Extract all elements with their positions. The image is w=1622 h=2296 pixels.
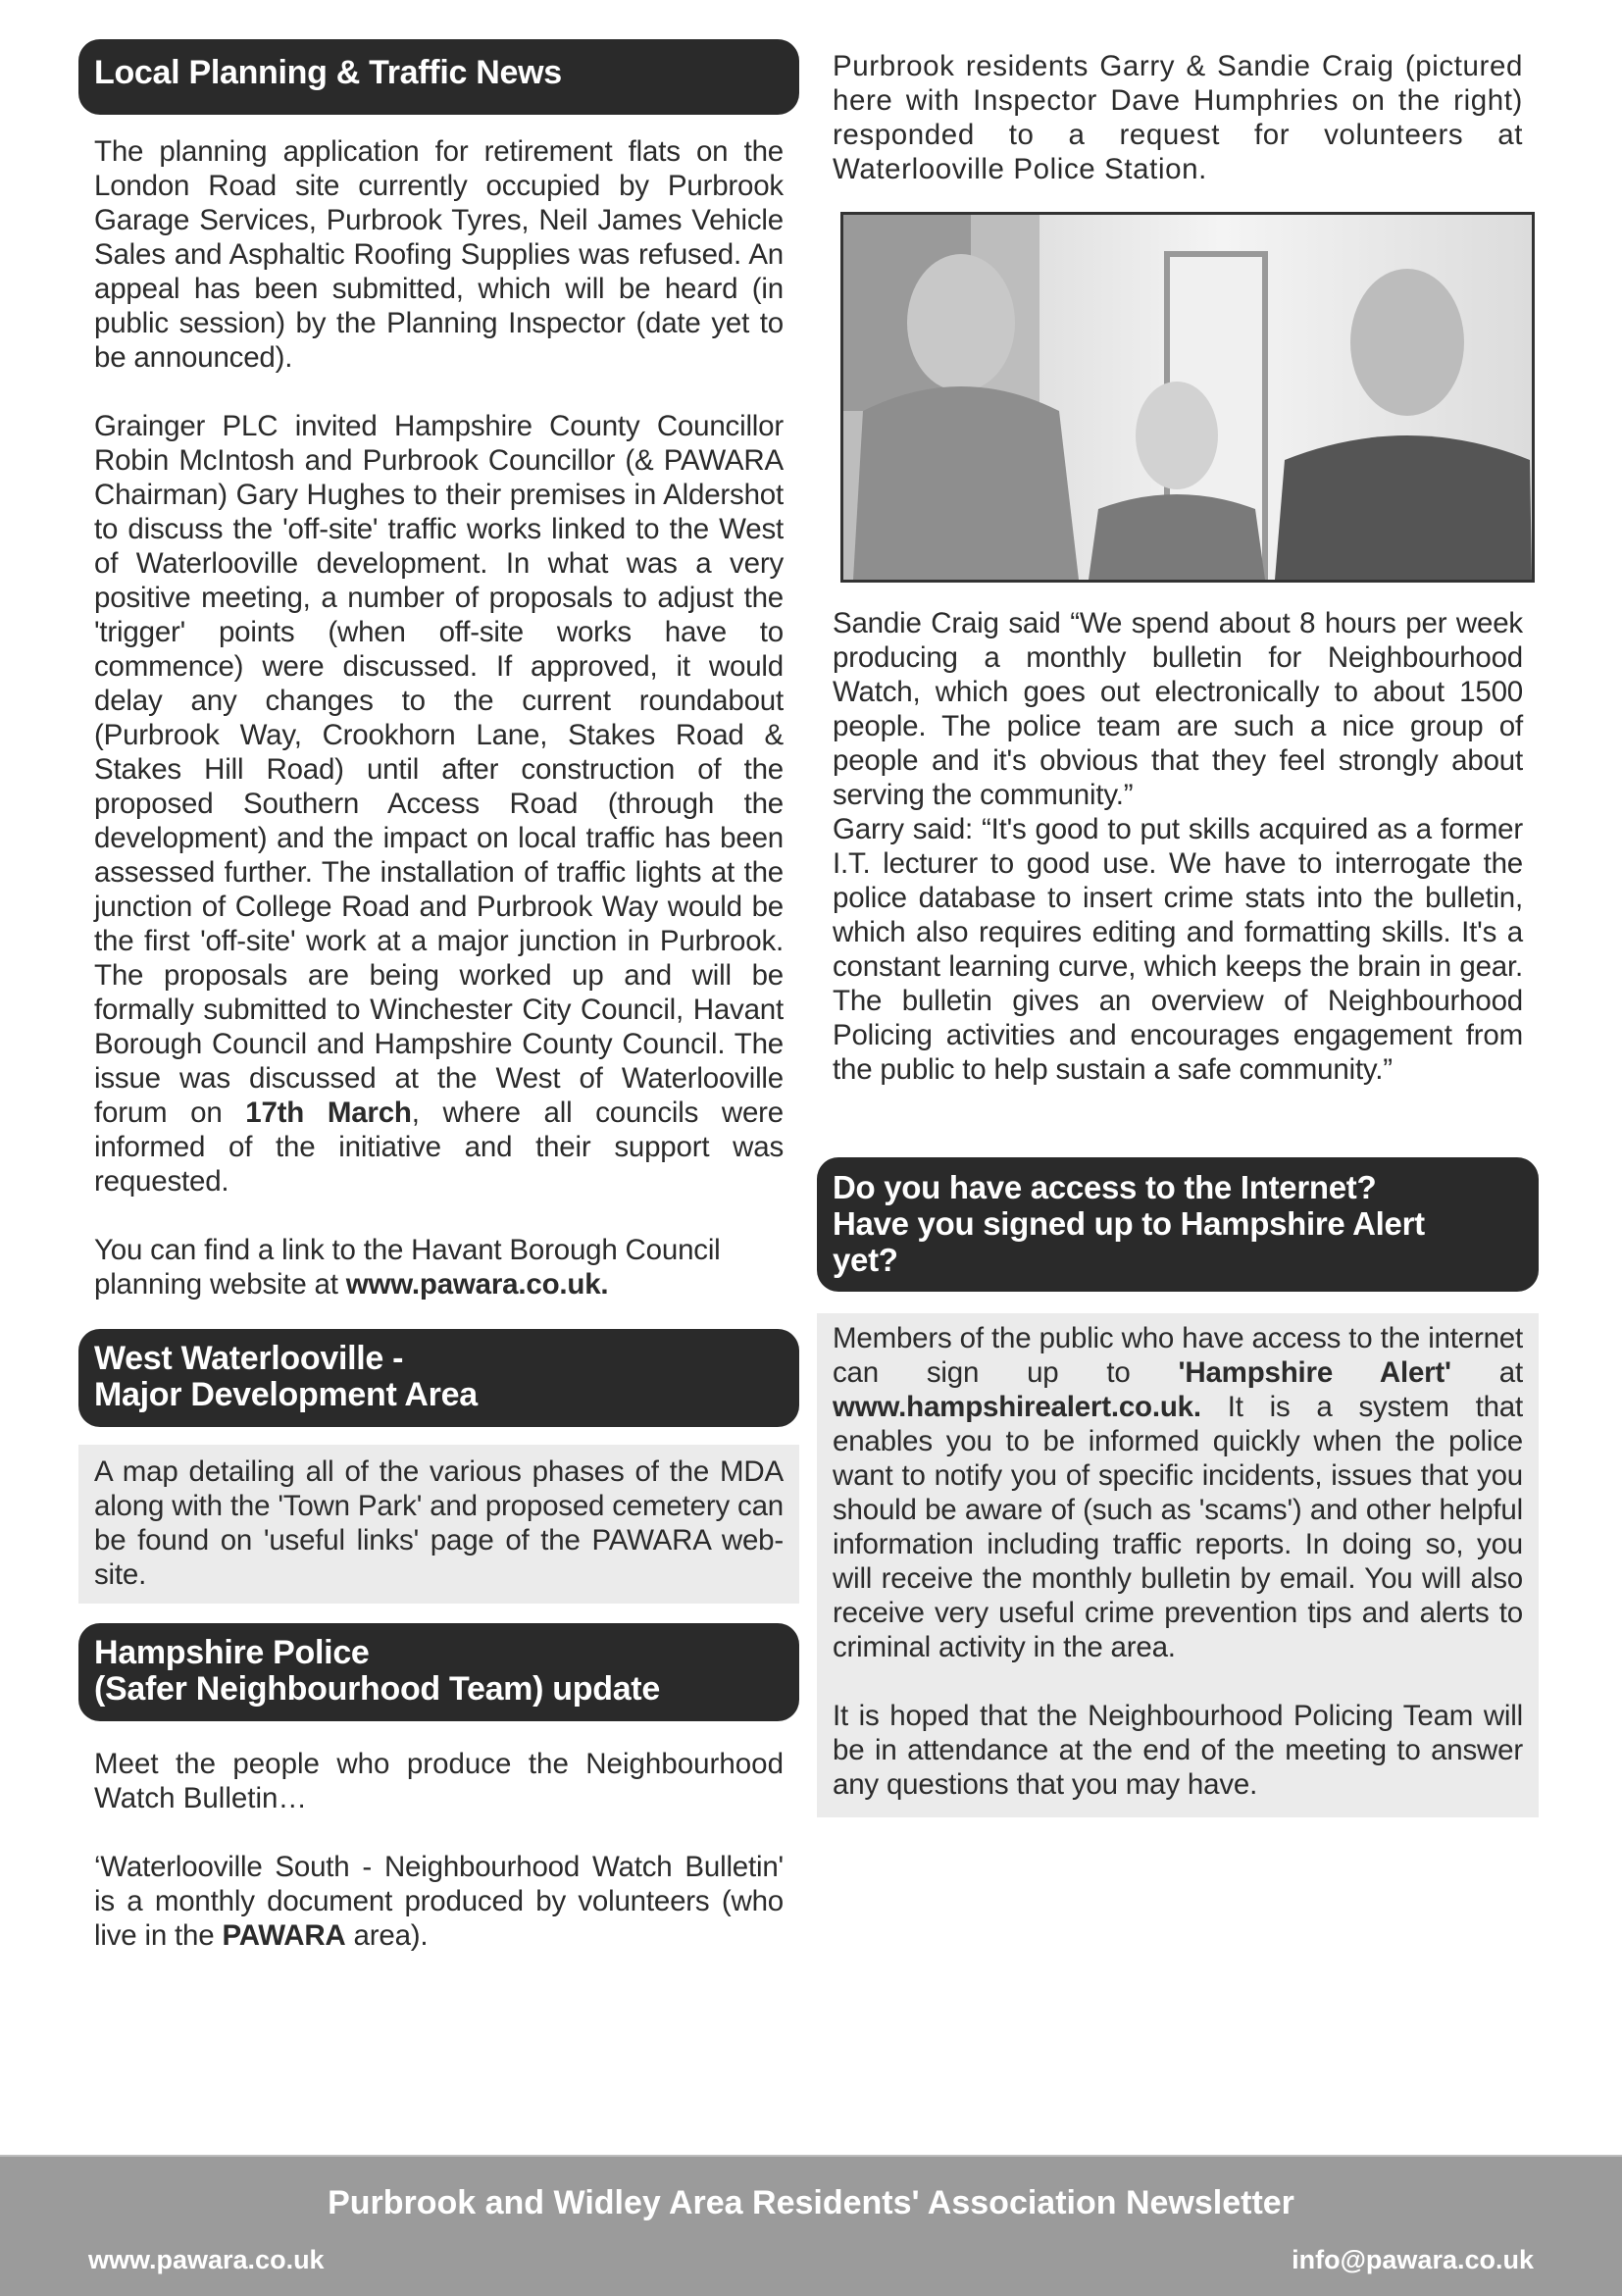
volunteers-photo [840, 212, 1535, 583]
left-column [78, 39, 799, 1953]
footer-title: Purbrook and Widley Area Residents' Association Newsletter [328, 2184, 1294, 2221]
hampshire-alert-paragraph-2: It is hoped that the Neighbourhood Policing Team will be in attendance at the end of the meeting to answer any questions that you may have. [833, 1700, 1523, 1801]
police-intro: Meet the people who produce the Neighbourhood Watch Bulletin… [94, 1748, 784, 1814]
hampshire-alert-link[interactable]: www.hampshirealert.co.uk. [833, 1391, 1201, 1423]
footer-email-link[interactable]: info@pawara.co.uk [1292, 2245, 1534, 2274]
mda-body: A map detailing all of the various phases of the MDA along with the 'Town Park' and proposed cemetery can be found on 'useful links' page of the PAWARA web-site. [94, 1455, 784, 1591]
police-heading: Hampshire Police (Safer Neighbourhood Team) update [78, 1623, 799, 1721]
footer-website-link[interactable]: www.pawara.co.uk [88, 2245, 325, 2274]
right-column [817, 49, 1539, 1817]
quotes-section [817, 606, 1539, 1087]
hampshire-alert-heading: Do you have access to the Internet? Have you signed up to Hampshire Alert yet? [817, 1157, 1539, 1292]
mda-heading: West Waterlooville - Major Development Area [78, 1329, 799, 1427]
volunteers-intro: Purbrook residents Garry & Sandie Craig (pictured here with Inspector Dave Humphries on the right) responded to a request for volunteers at Waterlooville Police Station. [833, 50, 1523, 185]
garry-quote: Garry said: “It's good to put skills acquired as a former I.T. lecturer to good use. We have to interrogate the police database to insert crime stats into the bulletin, which also requires editing and formatting skills. It's a constant learning curve, which keeps the brain in gear. The bulletin gives an overview of Neighbourhood Policing activities and encourages engagement from the public to help sustain a safe community.” [833, 813, 1523, 1086]
hampshire-alert-paragraph-1: Members of the public who have access to the internet can sign up to 'Hampshire Alert' at www.hampshirealert.co.uk. It is a system that enables you to be informed quickly when the police want to notify you of specific incidents, issues that you should be aware of (such as 'scams') and other helpful information including traffic reports. In doing so, you will receive the monthly bulletin by email. You will also receive very useful crime prevention tips and alerts to criminal activity in the area. [833, 1322, 1523, 1663]
forum-date: 17th March [245, 1097, 412, 1129]
planning-heading: Local Planning & Traffic News [78, 39, 799, 115]
photo-placeholder-icon [843, 215, 1532, 580]
newsletter-footer [0, 2155, 1622, 2296]
planning-section [78, 134, 799, 1301]
police-bulletin-description: ‘Waterlooville South - Neighbourhood Watch Bulletin' is a monthly document produced by volunteers (who live in the PAWARA area). [94, 1851, 784, 1952]
hampshire-alert-box [817, 1313, 1539, 1817]
police-section [78, 1747, 799, 1953]
mda-info-box [78, 1445, 799, 1604]
planning-paragraph-3: You can find a link to the Havant Borough Council planning website at www.pawara.co.uk. [94, 1234, 721, 1301]
planning-paragraph-2: Grainger PLC invited Hampshire County Councillor Robin McIntosh and Purbrook Councillor (& PAWARA Chairman) Gary Hughes to their premises in Aldershot to discuss the 'off-site' traffic works linked to the West of Waterlooville development. In what was a very positive meeting, a number of proposals to adjust the 'trigger' points (when off-site works have to commence) were discussed. If approved, it would delay any changes to the current roundabout (Purbrook Way, Crookhorn Lane, Stakes Road & Stakes Hill Road) until after construction of the proposed Southern Access Road (through the development) and the impact on local traffic has been assessed further. The installation of traffic lights at the junction of College Road and Purbrook Way would be the first 'off-site' work at a major junction in Purbrook. The proposals are being worked up and will be formally submitted to Winchester City Council, Havant Borough Council and Hampshire County Council. The issue was discussed at the West of Waterlooville forum on 17th March, where all councils were informed of the initiative and their support was requested. [94, 410, 784, 1198]
pawara-website-link[interactable]: www.pawara.co.uk. [345, 1268, 609, 1301]
planning-paragraph-1: The planning application for retirement flats on the London Road site currently occupied by Purbrook Garage Services, Purbrook Tyres, Neil James Vehicle Sales and Asphaltic Roofing Supplies was refused. An appeal has been submitted, which will be heard (in public session) by the Planning Inspector (date yet to be announced). [94, 135, 784, 374]
sandie-quote: Sandie Craig said “We spend about 8 hours per week producing a monthly bulletin for Neighbourhood Watch, which goes out electronically to about 1500 people. The police team are such a nice group of people and it's obvious that they feel strongly about serving the community.” [833, 607, 1523, 811]
